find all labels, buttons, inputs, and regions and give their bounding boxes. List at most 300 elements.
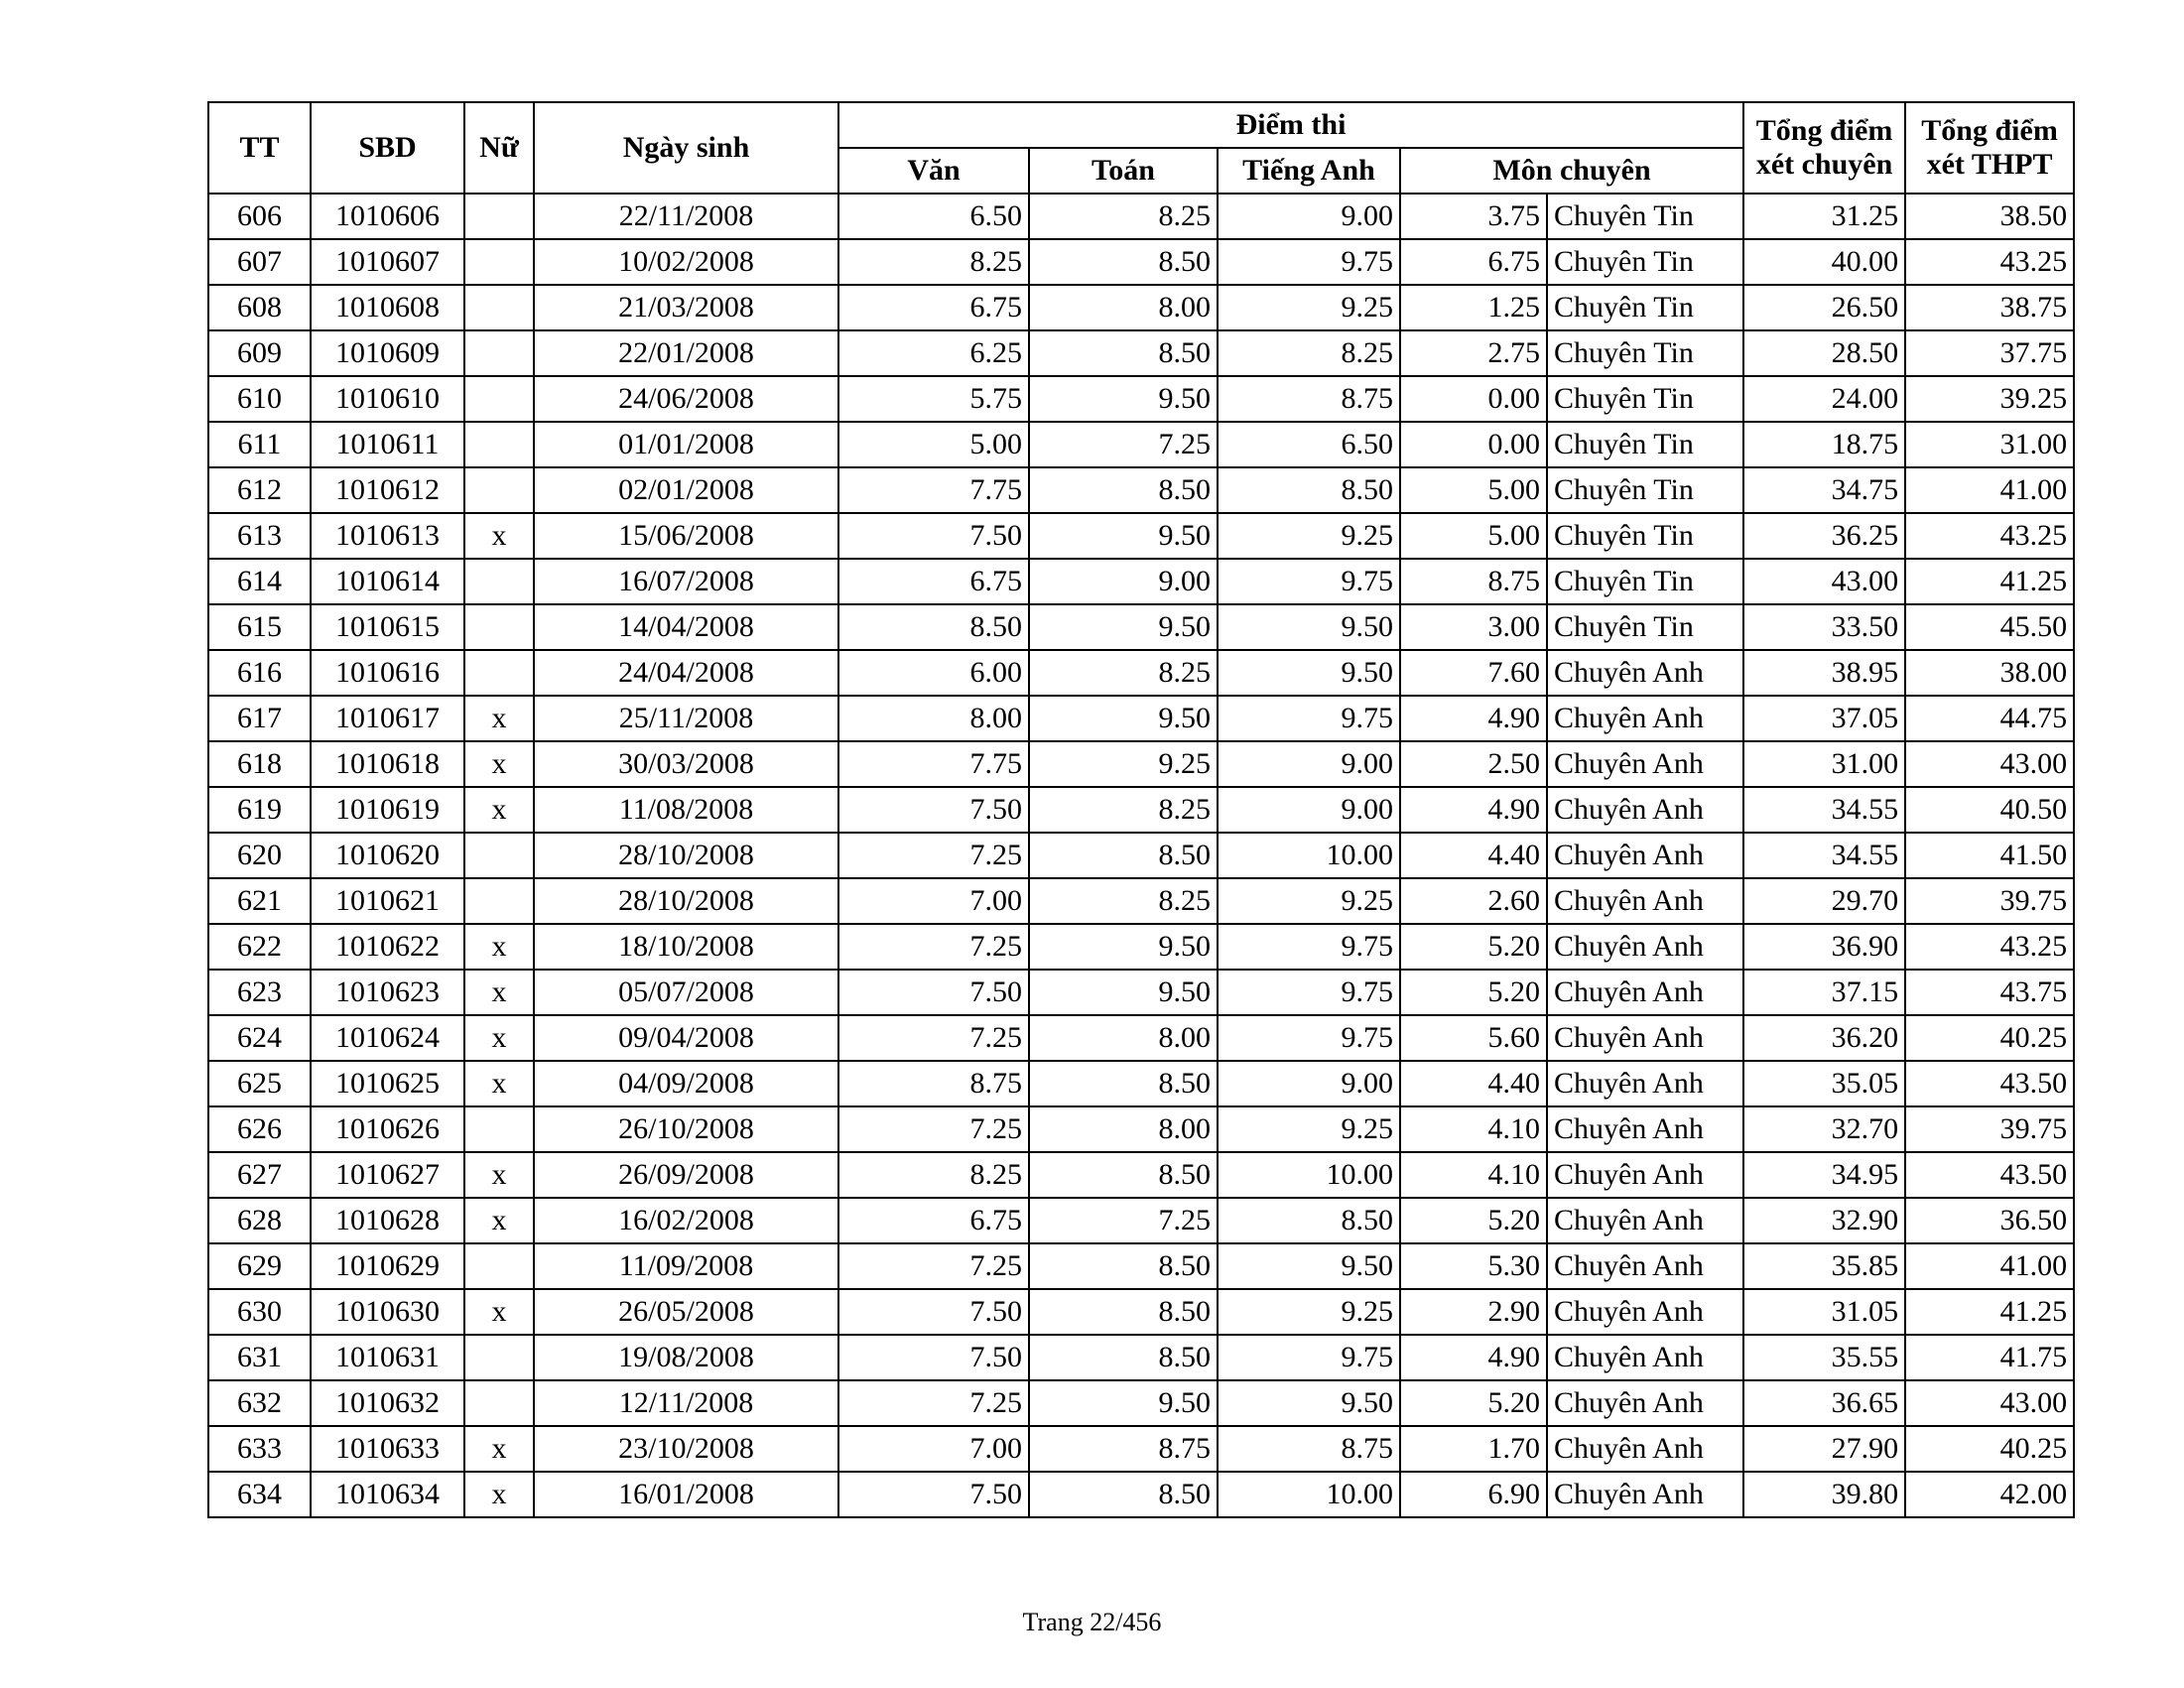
cell-tt: 631 xyxy=(208,1335,311,1380)
cell-tong-xet-chuyen: 38.95 xyxy=(1743,650,1905,696)
cell-toan: 9.50 xyxy=(1029,1380,1218,1426)
cell-tong-xet-thpt: 36.50 xyxy=(1905,1198,2074,1243)
cell-tt: 622 xyxy=(208,924,311,970)
cell-toan: 8.25 xyxy=(1029,787,1218,833)
cell-mon-chuyen-ten: Chuyên Tin xyxy=(1547,604,1743,650)
cell-mon-chuyen-diem: 0.00 xyxy=(1400,376,1547,422)
cell-toan: 9.50 xyxy=(1029,924,1218,970)
cell-sbd: 1010627 xyxy=(311,1152,464,1198)
table-row xyxy=(208,1152,2074,1198)
cell-sbd: 1010622 xyxy=(311,924,464,970)
cell-van: 8.25 xyxy=(838,1152,1029,1198)
cell-tong-xet-thpt: 43.25 xyxy=(1905,513,2074,559)
cell-van: 8.50 xyxy=(838,604,1029,650)
cell-tong-xet-thpt: 45.50 xyxy=(1905,604,2074,650)
cell-mon-chuyen-ten: Chuyên Tin xyxy=(1547,285,1743,330)
cell-nu: x xyxy=(464,1472,534,1517)
cell-van: 8.00 xyxy=(838,696,1029,741)
header-tong-chuyen-line1: Tổng điểm xyxy=(1755,114,1893,147)
header-tieng-anh: Tiếng Anh xyxy=(1218,148,1400,194)
cell-nu xyxy=(464,239,534,285)
cell-tong-xet-chuyen: 31.25 xyxy=(1743,194,1905,239)
cell-nu: x xyxy=(464,1152,534,1198)
table-row xyxy=(208,1335,2074,1380)
cell-nu: x xyxy=(464,741,534,787)
cell-sbd: 1010606 xyxy=(311,194,464,239)
table-row xyxy=(208,696,2074,741)
header-mon-chuyen: Môn chuyên xyxy=(1400,148,1743,194)
cell-tt: 632 xyxy=(208,1380,311,1426)
cell-tong-xet-thpt: 43.00 xyxy=(1905,741,2074,787)
cell-mon-chuyen-ten: Chuyên Anh xyxy=(1547,787,1743,833)
cell-mon-chuyen-ten: Chuyên Anh xyxy=(1547,924,1743,970)
cell-toan: 8.25 xyxy=(1029,194,1218,239)
cell-nu xyxy=(464,650,534,696)
table-row xyxy=(208,194,2074,239)
cell-tieng-anh: 9.00 xyxy=(1218,741,1400,787)
table-row xyxy=(208,1472,2074,1517)
cell-tong-xet-chuyen: 28.50 xyxy=(1743,330,1905,376)
header-toan: Toán xyxy=(1029,148,1218,194)
cell-mon-chuyen-ten: Chuyên Tin xyxy=(1547,194,1743,239)
cell-van: 7.25 xyxy=(838,833,1029,878)
table-row xyxy=(208,1380,2074,1426)
cell-nu: x xyxy=(464,1426,534,1472)
cell-toan: 9.50 xyxy=(1029,696,1218,741)
cell-tong-xet-thpt: 39.25 xyxy=(1905,376,2074,422)
cell-toan: 8.50 xyxy=(1029,1289,1218,1335)
cell-tt: 627 xyxy=(208,1152,311,1198)
cell-sbd: 1010634 xyxy=(311,1472,464,1517)
cell-toan: 8.25 xyxy=(1029,650,1218,696)
cell-tieng-anh: 9.75 xyxy=(1218,1015,1400,1061)
header-sbd: SBD xyxy=(311,102,464,194)
cell-van: 7.25 xyxy=(838,1106,1029,1152)
cell-mon-chuyen-ten: Chuyên Anh xyxy=(1547,1061,1743,1106)
cell-ngay-sinh: 22/01/2008 xyxy=(534,330,838,376)
cell-ngay-sinh: 26/05/2008 xyxy=(534,1289,838,1335)
cell-tt: 625 xyxy=(208,1061,311,1106)
cell-tt: 615 xyxy=(208,604,311,650)
cell-tong-xet-thpt: 42.00 xyxy=(1905,1472,2074,1517)
cell-tong-xet-thpt: 43.00 xyxy=(1905,1380,2074,1426)
cell-tieng-anh: 6.50 xyxy=(1218,422,1400,467)
header-tong-thpt-line2: xét THPT xyxy=(1926,148,2053,181)
cell-tong-xet-chuyen: 36.65 xyxy=(1743,1380,1905,1426)
cell-mon-chuyen-diem: 5.00 xyxy=(1400,513,1547,559)
cell-nu xyxy=(464,1243,534,1289)
header-tong-chuyen-line2: xét chuyên xyxy=(1755,148,1893,181)
cell-ngay-sinh: 16/02/2008 xyxy=(534,1198,838,1243)
table-row xyxy=(208,1015,2074,1061)
table-row xyxy=(208,422,2074,467)
cell-tong-xet-chuyen: 40.00 xyxy=(1743,239,1905,285)
cell-mon-chuyen-ten: Chuyên Anh xyxy=(1547,1472,1743,1517)
table-row xyxy=(208,878,2074,924)
cell-tong-xet-thpt: 40.25 xyxy=(1905,1015,2074,1061)
cell-mon-chuyen-ten: Chuyên Anh xyxy=(1547,878,1743,924)
cell-van: 7.75 xyxy=(838,467,1029,513)
cell-ngay-sinh: 01/01/2008 xyxy=(534,422,838,467)
cell-tong-xet-thpt: 38.00 xyxy=(1905,650,2074,696)
cell-van: 7.00 xyxy=(838,878,1029,924)
cell-sbd: 1010628 xyxy=(311,1198,464,1243)
cell-tong-xet-thpt: 39.75 xyxy=(1905,878,2074,924)
header-diem-thi: Điểm thi xyxy=(838,102,1743,148)
cell-tieng-anh: 8.75 xyxy=(1218,1426,1400,1472)
cell-mon-chuyen-ten: Chuyên Tin xyxy=(1547,513,1743,559)
cell-tt: 608 xyxy=(208,285,311,330)
cell-tt: 611 xyxy=(208,422,311,467)
cell-tt: 610 xyxy=(208,376,311,422)
cell-tong-xet-chuyen: 33.50 xyxy=(1743,604,1905,650)
cell-tong-xet-chuyen: 35.05 xyxy=(1743,1061,1905,1106)
cell-mon-chuyen-diem: 2.75 xyxy=(1400,330,1547,376)
cell-tieng-anh: 9.50 xyxy=(1218,650,1400,696)
cell-nu: x xyxy=(464,787,534,833)
cell-sbd: 1010611 xyxy=(311,422,464,467)
cell-tt: 606 xyxy=(208,194,311,239)
cell-tieng-anh: 9.25 xyxy=(1218,285,1400,330)
cell-tong-xet-chuyen: 31.00 xyxy=(1743,741,1905,787)
table-header xyxy=(208,102,2074,194)
cell-ngay-sinh: 21/03/2008 xyxy=(534,285,838,330)
header-van: Văn xyxy=(838,148,1029,194)
cell-tt: 630 xyxy=(208,1289,311,1335)
cell-tong-xet-chuyen: 32.90 xyxy=(1743,1198,1905,1243)
cell-tt: 629 xyxy=(208,1243,311,1289)
cell-sbd: 1010624 xyxy=(311,1015,464,1061)
page-number: Trang 22/456 xyxy=(1022,1608,1162,1636)
cell-nu xyxy=(464,285,534,330)
score-table xyxy=(207,101,2075,1518)
cell-ngay-sinh: 22/11/2008 xyxy=(534,194,838,239)
cell-tong-xet-chuyen: 35.85 xyxy=(1743,1243,1905,1289)
cell-sbd: 1010633 xyxy=(311,1426,464,1472)
cell-tong-xet-thpt: 43.50 xyxy=(1905,1152,2074,1198)
cell-mon-chuyen-ten: Chuyên Tin xyxy=(1547,330,1743,376)
table-row xyxy=(208,467,2074,513)
cell-sbd: 1010621 xyxy=(311,878,464,924)
cell-tt: 616 xyxy=(208,650,311,696)
cell-toan: 9.50 xyxy=(1029,376,1218,422)
cell-ngay-sinh: 02/01/2008 xyxy=(534,467,838,513)
cell-toan: 9.50 xyxy=(1029,604,1218,650)
cell-mon-chuyen-diem: 5.20 xyxy=(1400,970,1547,1015)
table-row xyxy=(208,1426,2074,1472)
cell-mon-chuyen-ten: Chuyên Tin xyxy=(1547,559,1743,604)
table-row xyxy=(208,239,2074,285)
cell-mon-chuyen-diem: 2.90 xyxy=(1400,1289,1547,1335)
cell-tieng-anh: 9.75 xyxy=(1218,239,1400,285)
cell-toan: 9.00 xyxy=(1029,559,1218,604)
cell-tong-xet-thpt: 43.25 xyxy=(1905,924,2074,970)
cell-ngay-sinh: 10/02/2008 xyxy=(534,239,838,285)
table-row xyxy=(208,741,2074,787)
cell-tong-xet-thpt: 41.25 xyxy=(1905,559,2074,604)
cell-tt: 634 xyxy=(208,1472,311,1517)
cell-tt: 628 xyxy=(208,1198,311,1243)
cell-mon-chuyen-ten: Chuyên Anh xyxy=(1547,1015,1743,1061)
cell-toan: 8.50 xyxy=(1029,330,1218,376)
cell-toan: 9.50 xyxy=(1029,513,1218,559)
cell-nu: x xyxy=(464,696,534,741)
cell-mon-chuyen-ten: Chuyên Anh xyxy=(1547,741,1743,787)
cell-nu xyxy=(464,833,534,878)
cell-ngay-sinh: 30/03/2008 xyxy=(534,741,838,787)
cell-tieng-anh: 9.00 xyxy=(1218,194,1400,239)
cell-van: 7.00 xyxy=(838,1426,1029,1472)
cell-van: 7.75 xyxy=(838,741,1029,787)
header-tong-diem-xet-thpt xyxy=(1905,102,2074,194)
table-row xyxy=(208,1106,2074,1152)
cell-mon-chuyen-ten: Chuyên Anh xyxy=(1547,1152,1743,1198)
cell-toan: 9.50 xyxy=(1029,970,1218,1015)
cell-tieng-anh: 9.00 xyxy=(1218,1061,1400,1106)
cell-ngay-sinh: 24/06/2008 xyxy=(534,376,838,422)
cell-van: 6.00 xyxy=(838,650,1029,696)
cell-mon-chuyen-diem: 4.90 xyxy=(1400,1335,1547,1380)
cell-van: 7.50 xyxy=(838,787,1029,833)
cell-ngay-sinh: 24/04/2008 xyxy=(534,650,838,696)
cell-tieng-anh: 9.50 xyxy=(1218,604,1400,650)
cell-toan: 7.25 xyxy=(1029,422,1218,467)
cell-van: 7.25 xyxy=(838,924,1029,970)
table-row xyxy=(208,330,2074,376)
cell-mon-chuyen-diem: 4.90 xyxy=(1400,696,1547,741)
cell-van: 8.25 xyxy=(838,239,1029,285)
cell-tt: 618 xyxy=(208,741,311,787)
cell-tieng-anh: 10.00 xyxy=(1218,833,1400,878)
cell-ngay-sinh: 14/04/2008 xyxy=(534,604,838,650)
cell-sbd: 1010610 xyxy=(311,376,464,422)
cell-sbd: 1010623 xyxy=(311,970,464,1015)
cell-van: 7.25 xyxy=(838,1243,1029,1289)
cell-tong-xet-thpt: 38.75 xyxy=(1905,285,2074,330)
cell-sbd: 1010609 xyxy=(311,330,464,376)
cell-tieng-anh: 9.75 xyxy=(1218,559,1400,604)
cell-tt: 609 xyxy=(208,330,311,376)
header-ngay-sinh: Ngày sinh xyxy=(534,102,838,194)
cell-toan: 8.00 xyxy=(1029,1015,1218,1061)
cell-tieng-anh: 9.25 xyxy=(1218,1106,1400,1152)
cell-tong-xet-thpt: 41.25 xyxy=(1905,1289,2074,1335)
cell-sbd: 1010630 xyxy=(311,1289,464,1335)
cell-van: 5.00 xyxy=(838,422,1029,467)
cell-tong-xet-thpt: 31.00 xyxy=(1905,422,2074,467)
cell-tt: 620 xyxy=(208,833,311,878)
cell-toan: 8.50 xyxy=(1029,467,1218,513)
cell-van: 7.50 xyxy=(838,513,1029,559)
cell-van: 7.50 xyxy=(838,1335,1029,1380)
cell-tt: 623 xyxy=(208,970,311,1015)
cell-nu xyxy=(464,1106,534,1152)
cell-nu: x xyxy=(464,970,534,1015)
cell-ngay-sinh: 25/11/2008 xyxy=(534,696,838,741)
cell-ngay-sinh: 28/10/2008 xyxy=(534,833,838,878)
cell-tong-xet-chuyen: 37.15 xyxy=(1743,970,1905,1015)
cell-tong-xet-chuyen: 18.75 xyxy=(1743,422,1905,467)
table-row xyxy=(208,970,2074,1015)
cell-toan: 8.25 xyxy=(1029,878,1218,924)
cell-tong-xet-thpt: 41.75 xyxy=(1905,1335,2074,1380)
cell-tong-xet-chuyen: 43.00 xyxy=(1743,559,1905,604)
cell-sbd: 1010612 xyxy=(311,467,464,513)
cell-sbd: 1010625 xyxy=(311,1061,464,1106)
table-row xyxy=(208,1061,2074,1106)
cell-ngay-sinh: 28/10/2008 xyxy=(534,878,838,924)
cell-tong-xet-thpt: 37.75 xyxy=(1905,330,2074,376)
cell-mon-chuyen-diem: 6.90 xyxy=(1400,1472,1547,1517)
cell-mon-chuyen-diem: 5.20 xyxy=(1400,924,1547,970)
cell-van: 6.75 xyxy=(838,559,1029,604)
cell-tieng-anh: 9.25 xyxy=(1218,1289,1400,1335)
cell-nu: x xyxy=(464,1061,534,1106)
cell-ngay-sinh: 26/09/2008 xyxy=(534,1152,838,1198)
cell-tt: 617 xyxy=(208,696,311,741)
cell-van: 6.50 xyxy=(838,194,1029,239)
cell-tong-xet-chuyen: 35.55 xyxy=(1743,1335,1905,1380)
cell-tieng-anh: 9.25 xyxy=(1218,878,1400,924)
cell-ngay-sinh: 04/09/2008 xyxy=(534,1061,838,1106)
cell-ngay-sinh: 15/06/2008 xyxy=(534,513,838,559)
cell-mon-chuyen-ten: Chuyên Anh xyxy=(1547,1243,1743,1289)
cell-tong-xet-thpt: 38.50 xyxy=(1905,194,2074,239)
cell-tt: 624 xyxy=(208,1015,311,1061)
cell-sbd: 1010614 xyxy=(311,559,464,604)
cell-nu: x xyxy=(464,924,534,970)
cell-tieng-anh: 8.50 xyxy=(1218,1198,1400,1243)
cell-tt: 626 xyxy=(208,1106,311,1152)
table-row xyxy=(208,285,2074,330)
cell-ngay-sinh: 26/10/2008 xyxy=(534,1106,838,1152)
cell-tong-xet-chuyen: 26.50 xyxy=(1743,285,1905,330)
cell-mon-chuyen-diem: 2.50 xyxy=(1400,741,1547,787)
cell-mon-chuyen-ten: Chuyên Tin xyxy=(1547,239,1743,285)
cell-mon-chuyen-ten: Chuyên Tin xyxy=(1547,467,1743,513)
table-row xyxy=(208,559,2074,604)
cell-toan: 8.50 xyxy=(1029,1243,1218,1289)
cell-toan: 8.50 xyxy=(1029,1152,1218,1198)
cell-mon-chuyen-ten: Chuyên Anh xyxy=(1547,1380,1743,1426)
cell-van: 6.75 xyxy=(838,1198,1029,1243)
cell-sbd: 1010613 xyxy=(311,513,464,559)
cell-nu: x xyxy=(464,1289,534,1335)
cell-tieng-anh: 9.50 xyxy=(1218,1380,1400,1426)
cell-van: 6.25 xyxy=(838,330,1029,376)
cell-nu xyxy=(464,878,534,924)
cell-mon-chuyen-ten: Chuyên Anh xyxy=(1547,1198,1743,1243)
table-row xyxy=(208,513,2074,559)
cell-nu xyxy=(464,559,534,604)
cell-tong-xet-thpt: 43.25 xyxy=(1905,239,2074,285)
cell-sbd: 1010607 xyxy=(311,239,464,285)
cell-mon-chuyen-ten: Chuyên Anh xyxy=(1547,1335,1743,1380)
cell-toan: 8.50 xyxy=(1029,1061,1218,1106)
cell-ngay-sinh: 05/07/2008 xyxy=(534,970,838,1015)
cell-toan: 8.50 xyxy=(1029,239,1218,285)
cell-tong-xet-thpt: 40.25 xyxy=(1905,1426,2074,1472)
cell-toan: 8.00 xyxy=(1029,1106,1218,1152)
cell-tieng-anh: 9.50 xyxy=(1218,1243,1400,1289)
cell-nu xyxy=(464,330,534,376)
cell-mon-chuyen-diem: 5.20 xyxy=(1400,1198,1547,1243)
cell-nu xyxy=(464,422,534,467)
cell-tong-xet-chuyen: 34.55 xyxy=(1743,787,1905,833)
cell-sbd: 1010615 xyxy=(311,604,464,650)
table-row xyxy=(208,1198,2074,1243)
cell-mon-chuyen-diem: 1.25 xyxy=(1400,285,1547,330)
cell-tt: 621 xyxy=(208,878,311,924)
cell-mon-chuyen-ten: Chuyên Tin xyxy=(1547,376,1743,422)
table-row xyxy=(208,1289,2074,1335)
cell-tieng-anh: 9.75 xyxy=(1218,1335,1400,1380)
cell-sbd: 1010629 xyxy=(311,1243,464,1289)
cell-van: 6.75 xyxy=(838,285,1029,330)
cell-nu xyxy=(464,376,534,422)
cell-tong-xet-chuyen: 29.70 xyxy=(1743,878,1905,924)
cell-van: 7.25 xyxy=(838,1015,1029,1061)
cell-tong-xet-thpt: 41.50 xyxy=(1905,833,2074,878)
cell-nu: x xyxy=(464,513,534,559)
cell-ngay-sinh: 18/10/2008 xyxy=(534,924,838,970)
cell-nu xyxy=(464,1335,534,1380)
cell-tong-xet-chuyen: 36.90 xyxy=(1743,924,1905,970)
cell-ngay-sinh: 12/11/2008 xyxy=(534,1380,838,1426)
cell-ngay-sinh: 11/09/2008 xyxy=(534,1243,838,1289)
cell-nu xyxy=(464,604,534,650)
cell-van: 5.75 xyxy=(838,376,1029,422)
cell-mon-chuyen-diem: 3.75 xyxy=(1400,194,1547,239)
cell-tong-xet-chuyen: 34.55 xyxy=(1743,833,1905,878)
cell-tong-xet-chuyen: 32.70 xyxy=(1743,1106,1905,1152)
cell-van: 7.50 xyxy=(838,1472,1029,1517)
cell-tt: 633 xyxy=(208,1426,311,1472)
cell-ngay-sinh: 19/08/2008 xyxy=(534,1335,838,1380)
cell-mon-chuyen-diem: 4.40 xyxy=(1400,1061,1547,1106)
cell-tieng-anh: 9.75 xyxy=(1218,924,1400,970)
cell-mon-chuyen-ten: Chuyên Anh xyxy=(1547,833,1743,878)
cell-tong-xet-chuyen: 39.80 xyxy=(1743,1472,1905,1517)
cell-mon-chuyen-diem: 5.30 xyxy=(1400,1243,1547,1289)
cell-sbd: 1010619 xyxy=(311,787,464,833)
cell-tong-xet-thpt: 41.00 xyxy=(1905,1243,2074,1289)
cell-toan: 8.50 xyxy=(1029,833,1218,878)
cell-tieng-anh: 8.25 xyxy=(1218,330,1400,376)
cell-tong-xet-chuyen: 31.05 xyxy=(1743,1289,1905,1335)
header-tt: TT xyxy=(208,102,311,194)
cell-van: 7.50 xyxy=(838,1289,1029,1335)
cell-tieng-anh: 9.75 xyxy=(1218,970,1400,1015)
cell-mon-chuyen-diem: 3.00 xyxy=(1400,604,1547,650)
cell-mon-chuyen-diem: 0.00 xyxy=(1400,422,1547,467)
cell-nu xyxy=(464,467,534,513)
cell-nu: x xyxy=(464,1198,534,1243)
table-row xyxy=(208,833,2074,878)
cell-sbd: 1010616 xyxy=(311,650,464,696)
cell-tieng-anh: 8.50 xyxy=(1218,467,1400,513)
cell-tieng-anh: 8.75 xyxy=(1218,376,1400,422)
cell-ngay-sinh: 11/08/2008 xyxy=(534,787,838,833)
cell-sbd: 1010617 xyxy=(311,696,464,741)
cell-mon-chuyen-ten: Chuyên Anh xyxy=(1547,1106,1743,1152)
cell-ngay-sinh: 23/10/2008 xyxy=(534,1426,838,1472)
cell-mon-chuyen-diem: 1.70 xyxy=(1400,1426,1547,1472)
header-tong-diem-xet-chuyen xyxy=(1743,102,1905,194)
cell-mon-chuyen-diem: 4.10 xyxy=(1400,1106,1547,1152)
cell-van: 7.25 xyxy=(838,1380,1029,1426)
cell-tt: 607 xyxy=(208,239,311,285)
